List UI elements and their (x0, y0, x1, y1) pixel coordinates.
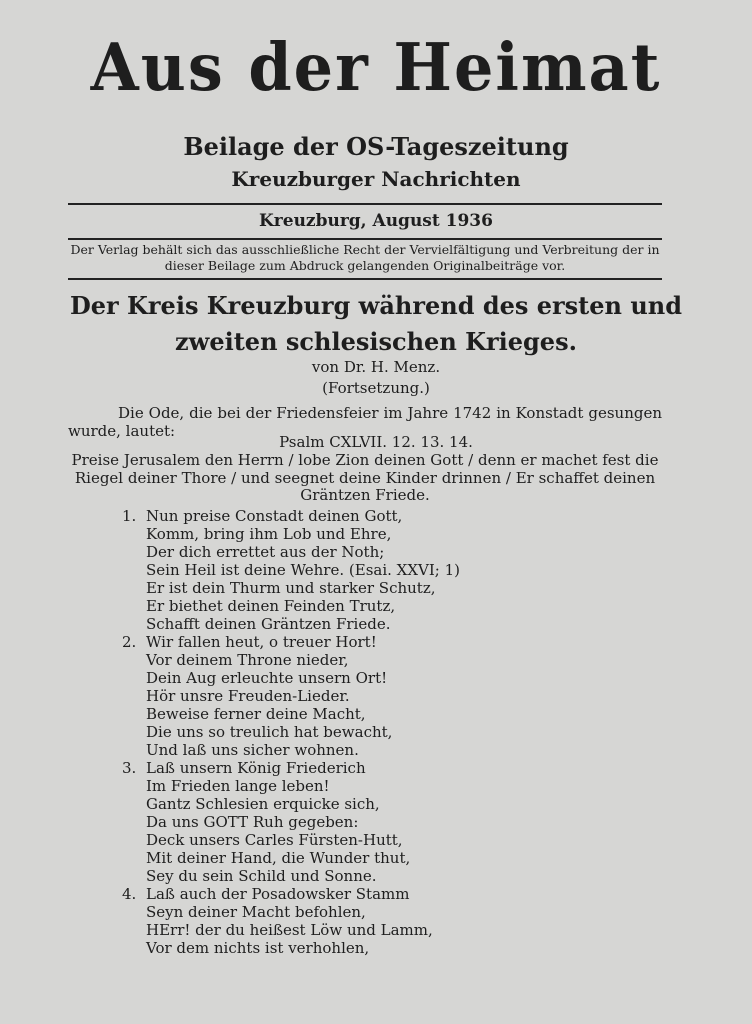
stanza (122, 507, 642, 633)
verse-line (122, 507, 642, 525)
verse-line (122, 795, 642, 813)
verse-line (122, 651, 642, 669)
verse-line (122, 615, 642, 633)
intro-text: Die Ode, die bei der Friedensfeier im Jahre 1742 in Konstadt gesungen wurde, lautet: (68, 404, 662, 440)
divider-bottom (68, 278, 662, 280)
verse-text: Schafft deinen Gräntzen Friede. (146, 615, 391, 633)
verse-text: Komm, bring ihm Lob und Ehre, (146, 525, 392, 543)
verse-text: Da uns GOTT Ruh gegeben: (146, 813, 359, 831)
verse-text: Beweise ferner deine Macht, (146, 705, 366, 723)
verse-text: Vor dem nichts ist verhohlen, (146, 939, 370, 957)
verse-line (122, 741, 642, 759)
stanza-number: 1. (122, 507, 137, 525)
verse-line (122, 813, 642, 831)
copyright-notice: Der Verlag behält sich das ausschließliche Recht der Vervielfältigung und Verbreitung der in dieser Beilage zum Abdruck gelangenden Originalbeiträge vor. (70, 242, 660, 273)
verse-line (122, 561, 642, 579)
verse-text: Laß auch der Posadowsker Stamm (146, 885, 410, 903)
continuation-note: (Fortsetzung.) (322, 379, 430, 397)
verse-text: Seyn deiner Macht befohlen, (146, 903, 366, 921)
verse-text: Dein Aug erleuchte unsern Ort! (146, 669, 388, 687)
verse-line (122, 579, 642, 597)
verse-text: Die uns so treulich hat bewacht, (146, 723, 393, 741)
stanza-number: 2. (122, 633, 137, 651)
verse-text: Mit deiner Hand, die Wunder thut, (146, 849, 411, 867)
ode-verses (122, 507, 642, 957)
verse-line (122, 525, 642, 543)
verse-text: Im Frieden lange leben! (146, 777, 330, 795)
psalm-text: Preise Jerusalem den Herrn / lobe Zion deinen Gott / denn er machet fest die Riegel deiner Thore / und seegnet deine Kinder drinnen / Er schaffet deinen Gräntzen Friede. (71, 451, 659, 504)
verse-line (122, 723, 642, 741)
verse-line (122, 543, 642, 561)
verse-line (122, 849, 642, 867)
verse-text: Der dich errettet aus der Noth; (146, 543, 385, 561)
verse-text: Sein Heil ist deine Wehre. (Esai. XXVI; 1) (146, 561, 460, 579)
verse-line (122, 687, 642, 705)
verse-line (122, 885, 642, 903)
verse-line (122, 939, 642, 957)
supplement-subtitle: Beilage der OS-Tageszeitung (183, 132, 569, 161)
stanza-number: 4. (122, 885, 137, 903)
verse-text: Nun preise Constadt deinen Gott, (146, 507, 403, 525)
verse-text: Und laß uns sicher wohnen. (146, 741, 359, 759)
verse-line (122, 777, 642, 795)
masthead-title: Aus der Heimat (90, 29, 662, 106)
stanza (122, 885, 642, 957)
verse-text: Deck unsers Carles Fürsten-Hutt, (146, 831, 403, 849)
verse-line (122, 597, 642, 615)
verse-text: Sey du sein Schild und Sonne. (146, 867, 377, 885)
verse-text: Laß unsern König Friederich (146, 759, 366, 777)
newspaper-name: Kreuzburger Nachrichten (231, 167, 521, 191)
verse-text: Gantz Schlesien erquicke sich, (146, 795, 380, 813)
divider-middle (68, 238, 662, 240)
verse-line (122, 867, 642, 885)
verse-line (122, 759, 642, 777)
verse-text: Er biethet deinen Feinden Trutz, (146, 597, 396, 615)
verse-text: Vor deinem Throne nieder, (146, 651, 349, 669)
article-author: von Dr. H. Menz. (311, 358, 441, 376)
verse-text: Er ist dein Thurm und starker Schutz, (146, 579, 436, 597)
verse-text: Wir fallen heut, o treuer Hort! (146, 633, 377, 651)
verse-line (122, 705, 642, 723)
stanza (122, 759, 642, 885)
dateline: Kreuzburg, August 1936 (259, 211, 493, 231)
verse-text: Hör unsre Freuden-Lieder. (146, 687, 350, 705)
divider-top (68, 203, 662, 205)
verse-line (122, 669, 642, 687)
verse-text: HErr! der du heißest Löw und Lamm, (146, 921, 433, 939)
article-title: Der Kreis Kreuzburg während des ersten und zweiten schlesischen Krieges. (69, 291, 683, 356)
stanza-number: 3. (122, 759, 137, 777)
verse-line (122, 633, 642, 651)
stanza (122, 633, 642, 759)
psalm-reference: Psalm CXLVII. 12. 13. 14. (279, 433, 473, 451)
verse-line (122, 903, 642, 921)
verse-line (122, 921, 642, 939)
verse-line (122, 831, 642, 849)
